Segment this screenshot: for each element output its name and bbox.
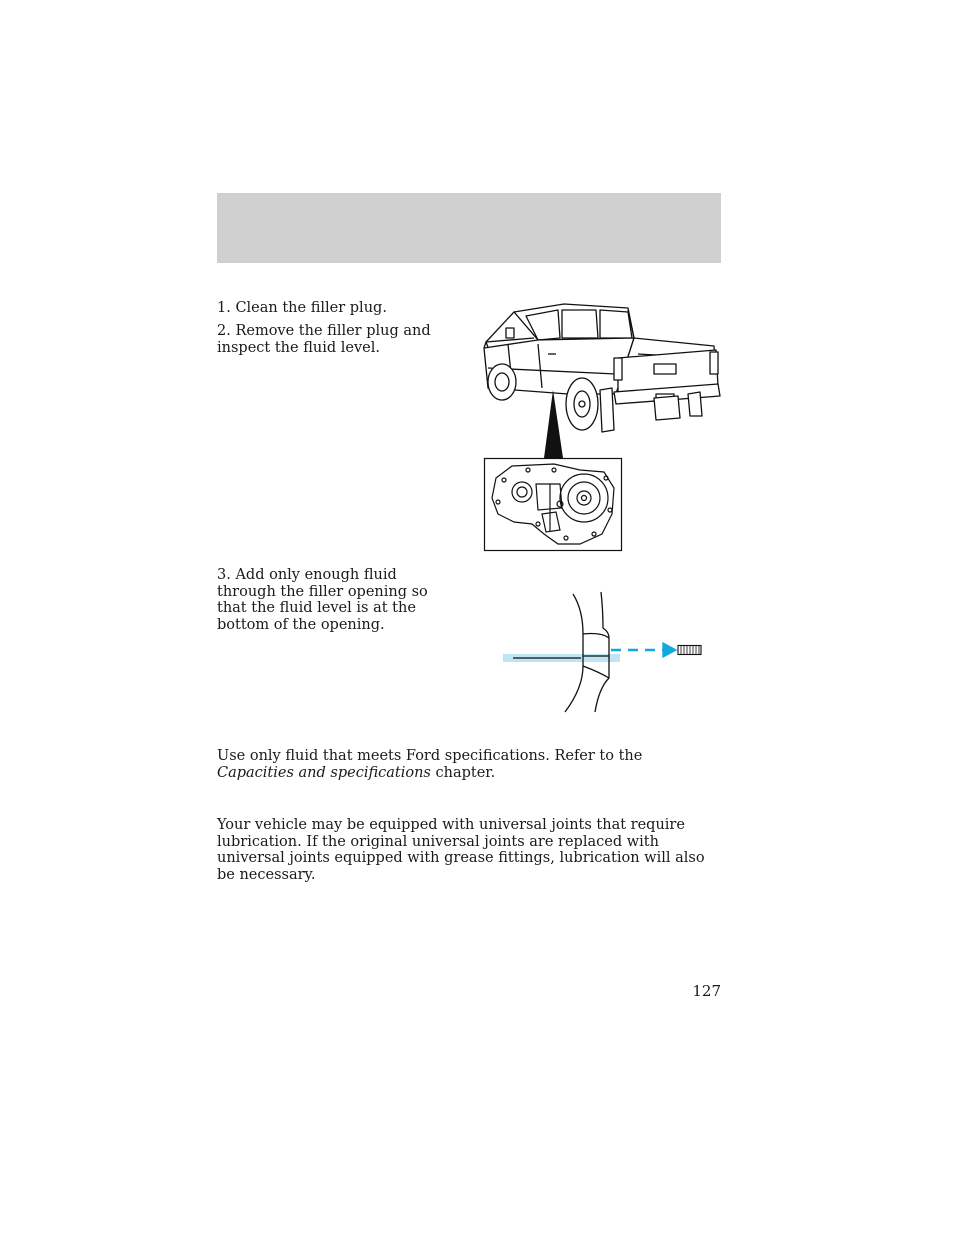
fluid-note-suffix: chapter. — [430, 764, 496, 781]
fluid-specification-note — [217, 748, 721, 781]
pointer-triangle — [543, 390, 565, 460]
transfer-case-illustration — [484, 458, 622, 551]
section-header-band — [217, 193, 721, 263]
pickup-truck-illustration — [478, 298, 726, 438]
filler-plug-diagram — [503, 590, 705, 714]
step-1-text: 1. Clean the filler plug. — [217, 300, 387, 316]
page-number: 127 — [692, 982, 721, 1000]
step-2-text: 2. Remove the filler plug and inspect the fluid level. — [217, 323, 431, 356]
universal-joints-paragraph: Your vehicle may be equipped with universal joints that require lubrication. If the original universal joints are replaced with universal joints equipped with grease fittings, lubrication will also be necessary. — [217, 817, 705, 883]
step-3-text: 3. Add only enough fluid through the filler opening so that the fluid level is at the bottom of the opening. — [217, 567, 428, 633]
fluid-note-text: Use only fluid that meets Ford specifications. Refer to the — [217, 748, 643, 764]
capacities-chapter-reference: Capacities and specifications — [217, 764, 431, 781]
